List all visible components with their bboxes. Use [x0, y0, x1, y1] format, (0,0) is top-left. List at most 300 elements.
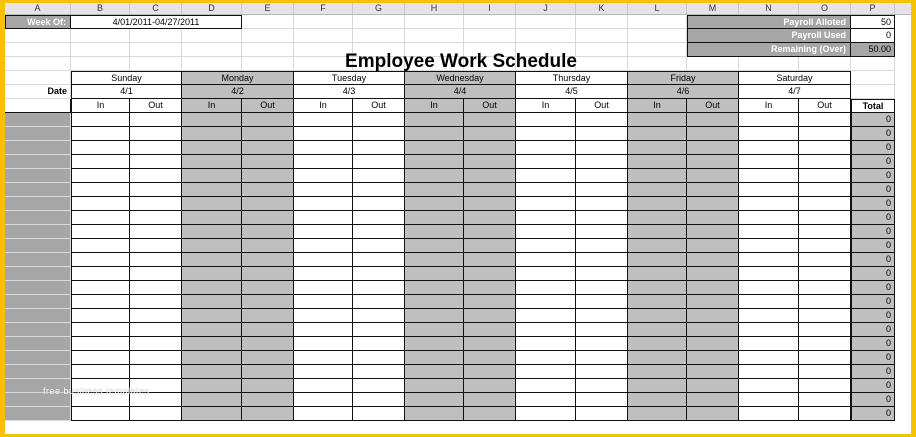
in-time-cell[interactable]	[182, 239, 242, 253]
employee-name-cell[interactable]	[5, 267, 71, 281]
out-time-cell[interactable]	[353, 365, 405, 379]
in-time-cell[interactable]	[294, 127, 353, 141]
in-time-cell[interactable]	[628, 295, 687, 309]
in-time-cell[interactable]	[294, 113, 353, 127]
in-time-cell[interactable]	[71, 351, 130, 365]
employee-name-cell[interactable]	[5, 337, 71, 351]
in-time-cell[interactable]	[516, 267, 576, 281]
in-time-cell[interactable]	[739, 183, 799, 197]
out-time-cell[interactable]	[353, 211, 405, 225]
out-time-cell[interactable]	[576, 323, 628, 337]
out-time-cell[interactable]	[687, 127, 739, 141]
in-time-cell[interactable]	[71, 267, 130, 281]
row-total[interactable]: 0	[851, 295, 895, 309]
out-time-cell[interactable]	[799, 211, 851, 225]
in-time-cell[interactable]	[739, 169, 799, 183]
out-time-cell[interactable]	[576, 309, 628, 323]
in-time-cell[interactable]	[71, 225, 130, 239]
out-time-cell[interactable]	[130, 351, 182, 365]
out-time-cell[interactable]	[687, 267, 739, 281]
out-time-cell[interactable]	[687, 169, 739, 183]
in-time-cell[interactable]	[405, 379, 464, 393]
in-time-cell[interactable]	[294, 309, 353, 323]
out-time-cell[interactable]	[242, 337, 294, 351]
employee-name-cell[interactable]	[5, 407, 71, 421]
in-time-cell[interactable]	[516, 295, 576, 309]
out-time-cell[interactable]	[464, 113, 516, 127]
in-time-cell[interactable]	[739, 337, 799, 351]
out-time-cell[interactable]	[242, 393, 294, 407]
out-time-cell[interactable]	[464, 239, 516, 253]
out-time-cell[interactable]	[799, 225, 851, 239]
in-header[interactable]: In	[182, 99, 242, 113]
out-time-cell[interactable]	[576, 113, 628, 127]
row-total[interactable]: 0	[851, 253, 895, 267]
empty-cell[interactable]	[5, 29, 71, 43]
in-time-cell[interactable]	[182, 365, 242, 379]
out-time-cell[interactable]	[576, 253, 628, 267]
out-time-cell[interactable]	[464, 323, 516, 337]
remaining-label[interactable]: Remaining (Over)	[687, 43, 851, 57]
in-time-cell[interactable]	[294, 141, 353, 155]
out-time-cell[interactable]	[799, 267, 851, 281]
out-time-cell[interactable]	[799, 239, 851, 253]
out-time-cell[interactable]	[799, 379, 851, 393]
in-time-cell[interactable]	[516, 351, 576, 365]
in-time-cell[interactable]	[294, 365, 353, 379]
row-total[interactable]: 0	[851, 113, 895, 127]
out-time-cell[interactable]	[799, 113, 851, 127]
empty-cell[interactable]	[242, 15, 294, 29]
out-time-cell[interactable]	[130, 197, 182, 211]
in-time-cell[interactable]	[182, 169, 242, 183]
in-time-cell[interactable]	[739, 127, 799, 141]
in-time-cell[interactable]	[405, 155, 464, 169]
out-time-cell[interactable]	[242, 155, 294, 169]
out-time-cell[interactable]	[464, 309, 516, 323]
column-letter-f[interactable]: F	[294, 3, 353, 14]
in-header[interactable]: In	[71, 99, 130, 113]
day-name[interactable]: Sunday	[71, 71, 182, 85]
in-time-cell[interactable]	[182, 197, 242, 211]
row-total[interactable]: 0	[851, 393, 895, 407]
in-time-cell[interactable]	[294, 211, 353, 225]
row-total[interactable]: 0	[851, 239, 895, 253]
in-time-cell[interactable]	[628, 155, 687, 169]
in-time-cell[interactable]	[516, 197, 576, 211]
total-header[interactable]: Total	[851, 99, 895, 113]
column-letter-j[interactable]: J	[516, 3, 576, 14]
empty-cell[interactable]	[628, 15, 687, 29]
in-time-cell[interactable]	[739, 253, 799, 267]
in-time-cell[interactable]	[294, 225, 353, 239]
empty-cell[interactable]	[353, 15, 405, 29]
in-time-cell[interactable]	[739, 323, 799, 337]
out-time-cell[interactable]	[242, 127, 294, 141]
in-time-cell[interactable]	[405, 169, 464, 183]
out-time-cell[interactable]	[130, 267, 182, 281]
out-time-cell[interactable]	[464, 169, 516, 183]
out-time-cell[interactable]	[687, 337, 739, 351]
in-time-cell[interactable]	[739, 393, 799, 407]
out-time-cell[interactable]	[464, 183, 516, 197]
day-date[interactable]: 4/4	[405, 85, 516, 99]
in-time-cell[interactable]	[182, 141, 242, 155]
in-time-cell[interactable]	[516, 183, 576, 197]
employee-name-cell[interactable]	[5, 211, 71, 225]
in-header[interactable]: In	[628, 99, 687, 113]
employee-name-cell[interactable]	[5, 309, 71, 323]
out-time-cell[interactable]	[130, 225, 182, 239]
out-time-cell[interactable]	[242, 197, 294, 211]
out-time-cell[interactable]	[242, 379, 294, 393]
out-time-cell[interactable]	[799, 365, 851, 379]
in-time-cell[interactable]	[516, 127, 576, 141]
out-time-cell[interactable]	[464, 155, 516, 169]
out-time-cell[interactable]	[687, 141, 739, 155]
row-total[interactable]: 0	[851, 267, 895, 281]
out-time-cell[interactable]	[576, 295, 628, 309]
in-time-cell[interactable]	[628, 253, 687, 267]
in-time-cell[interactable]	[739, 281, 799, 295]
in-time-cell[interactable]	[182, 211, 242, 225]
day-name[interactable]: Monday	[182, 71, 294, 85]
empty-cell[interactable]	[576, 29, 628, 43]
row-total[interactable]: 0	[851, 197, 895, 211]
out-time-cell[interactable]	[799, 127, 851, 141]
row-total[interactable]: 0	[851, 337, 895, 351]
out-time-cell[interactable]	[353, 127, 405, 141]
in-time-cell[interactable]	[71, 281, 130, 295]
in-time-cell[interactable]	[71, 253, 130, 267]
in-time-cell[interactable]	[182, 113, 242, 127]
in-time-cell[interactable]	[294, 253, 353, 267]
out-time-cell[interactable]	[242, 267, 294, 281]
row-total[interactable]: 0	[851, 379, 895, 393]
out-time-cell[interactable]	[242, 183, 294, 197]
in-time-cell[interactable]	[405, 281, 464, 295]
out-time-cell[interactable]	[130, 183, 182, 197]
in-time-cell[interactable]	[516, 281, 576, 295]
out-time-cell[interactable]	[242, 295, 294, 309]
in-time-cell[interactable]	[516, 211, 576, 225]
out-time-cell[interactable]	[130, 365, 182, 379]
out-time-cell[interactable]	[576, 351, 628, 365]
in-time-cell[interactable]	[405, 323, 464, 337]
out-time-cell[interactable]	[353, 197, 405, 211]
column-letter-k[interactable]: K	[576, 3, 628, 14]
empty-cell[interactable]	[405, 29, 464, 43]
week-of-label[interactable]: Week Of:	[5, 15, 71, 29]
day-name[interactable]: Friday	[628, 71, 739, 85]
day-date[interactable]: 4/2	[182, 85, 294, 99]
in-time-cell[interactable]	[628, 393, 687, 407]
in-time-cell[interactable]	[71, 155, 130, 169]
column-letter-h[interactable]: H	[405, 3, 464, 14]
in-time-cell[interactable]	[182, 281, 242, 295]
in-time-cell[interactable]	[405, 351, 464, 365]
in-time-cell[interactable]	[405, 183, 464, 197]
in-time-cell[interactable]	[182, 267, 242, 281]
column-letter-p[interactable]: P	[851, 3, 895, 14]
in-time-cell[interactable]	[405, 295, 464, 309]
in-time-cell[interactable]	[628, 183, 687, 197]
out-time-cell[interactable]	[687, 211, 739, 225]
in-time-cell[interactable]	[739, 295, 799, 309]
out-time-cell[interactable]	[687, 281, 739, 295]
employee-name-cell[interactable]	[5, 127, 71, 141]
payroll-allotted-label[interactable]: Payroll Alloted	[687, 15, 851, 29]
in-time-cell[interactable]	[71, 183, 130, 197]
out-time-cell[interactable]	[576, 281, 628, 295]
in-time-cell[interactable]	[628, 281, 687, 295]
out-time-cell[interactable]	[130, 127, 182, 141]
in-time-cell[interactable]	[71, 127, 130, 141]
out-time-cell[interactable]	[242, 281, 294, 295]
out-time-cell[interactable]	[464, 379, 516, 393]
employee-name-cell[interactable]	[5, 239, 71, 253]
column-letter-n[interactable]: N	[739, 3, 799, 14]
row-total[interactable]: 0	[851, 225, 895, 239]
in-time-cell[interactable]	[71, 337, 130, 351]
out-time-cell[interactable]	[353, 169, 405, 183]
in-time-cell[interactable]	[739, 197, 799, 211]
in-time-cell[interactable]	[516, 323, 576, 337]
in-time-cell[interactable]	[739, 267, 799, 281]
out-time-cell[interactable]	[799, 169, 851, 183]
out-time-cell[interactable]	[353, 379, 405, 393]
out-time-cell[interactable]	[130, 113, 182, 127]
in-time-cell[interactable]	[182, 127, 242, 141]
in-time-cell[interactable]	[182, 337, 242, 351]
out-time-cell[interactable]	[130, 407, 182, 421]
out-time-cell[interactable]	[687, 309, 739, 323]
out-time-cell[interactable]	[576, 267, 628, 281]
column-letter-m[interactable]: M	[687, 3, 739, 14]
empty-cell[interactable]	[851, 57, 895, 71]
out-header[interactable]: Out	[799, 99, 851, 113]
out-time-cell[interactable]	[353, 351, 405, 365]
in-time-cell[interactable]	[739, 351, 799, 365]
in-time-cell[interactable]	[182, 379, 242, 393]
out-time-cell[interactable]	[464, 295, 516, 309]
out-time-cell[interactable]	[130, 323, 182, 337]
in-time-cell[interactable]	[294, 239, 353, 253]
in-time-cell[interactable]	[405, 309, 464, 323]
in-time-cell[interactable]	[628, 225, 687, 239]
out-time-cell[interactable]	[799, 309, 851, 323]
employee-name-cell[interactable]	[5, 365, 71, 379]
out-time-cell[interactable]	[353, 309, 405, 323]
out-time-cell[interactable]	[130, 155, 182, 169]
empty-cell[interactable]	[5, 43, 71, 57]
out-time-cell[interactable]	[130, 253, 182, 267]
employee-name-cell[interactable]	[5, 351, 71, 365]
in-time-cell[interactable]	[294, 379, 353, 393]
empty-cell[interactable]	[182, 29, 242, 43]
in-time-cell[interactable]	[71, 295, 130, 309]
out-time-cell[interactable]	[130, 337, 182, 351]
out-time-cell[interactable]	[353, 295, 405, 309]
out-time-cell[interactable]	[687, 197, 739, 211]
in-time-cell[interactable]	[71, 407, 130, 421]
out-time-cell[interactable]	[464, 127, 516, 141]
in-time-cell[interactable]	[405, 211, 464, 225]
out-time-cell[interactable]	[242, 141, 294, 155]
in-time-cell[interactable]	[405, 393, 464, 407]
in-time-cell[interactable]	[516, 113, 576, 127]
in-time-cell[interactable]	[71, 309, 130, 323]
out-time-cell[interactable]	[576, 407, 628, 421]
out-time-cell[interactable]	[687, 393, 739, 407]
out-time-cell[interactable]	[464, 351, 516, 365]
in-header[interactable]: In	[739, 99, 799, 113]
in-time-cell[interactable]	[294, 337, 353, 351]
out-time-cell[interactable]	[353, 253, 405, 267]
week-of-value[interactable]: 4/01/2011-04/27/2011	[71, 15, 242, 29]
employee-name-cell[interactable]	[5, 197, 71, 211]
empty-cell[interactable]	[464, 15, 516, 29]
out-time-cell[interactable]	[687, 239, 739, 253]
empty-cell[interactable]	[294, 15, 353, 29]
in-time-cell[interactable]	[739, 113, 799, 127]
day-name[interactable]: Saturday	[739, 71, 851, 85]
row-total[interactable]: 0	[851, 281, 895, 295]
empty-cell[interactable]	[5, 57, 71, 71]
payroll-used-label[interactable]: Payroll Used	[687, 29, 851, 43]
out-time-cell[interactable]	[799, 155, 851, 169]
in-time-cell[interactable]	[739, 379, 799, 393]
in-time-cell[interactable]	[516, 141, 576, 155]
in-time-cell[interactable]	[516, 365, 576, 379]
day-name[interactable]: Thursday	[516, 71, 628, 85]
empty-cell[interactable]	[353, 29, 405, 43]
row-total[interactable]: 0	[851, 365, 895, 379]
in-time-cell[interactable]	[628, 113, 687, 127]
out-time-cell[interactable]	[353, 407, 405, 421]
out-header[interactable]: Out	[242, 99, 294, 113]
out-time-cell[interactable]	[130, 309, 182, 323]
day-date[interactable]: 4/7	[739, 85, 851, 99]
in-time-cell[interactable]	[71, 365, 130, 379]
out-time-cell[interactable]	[799, 407, 851, 421]
employee-name-cell[interactable]	[5, 225, 71, 239]
row-total[interactable]: 0	[851, 309, 895, 323]
out-time-cell[interactable]	[687, 113, 739, 127]
in-time-cell[interactable]	[294, 155, 353, 169]
out-time-cell[interactable]	[242, 323, 294, 337]
out-time-cell[interactable]	[464, 211, 516, 225]
in-time-cell[interactable]	[516, 309, 576, 323]
out-time-cell[interactable]	[464, 365, 516, 379]
out-time-cell[interactable]	[687, 155, 739, 169]
in-time-cell[interactable]	[182, 295, 242, 309]
out-time-cell[interactable]	[687, 365, 739, 379]
out-time-cell[interactable]	[464, 141, 516, 155]
out-time-cell[interactable]	[242, 407, 294, 421]
in-time-cell[interactable]	[628, 379, 687, 393]
out-time-cell[interactable]	[576, 365, 628, 379]
out-time-cell[interactable]	[353, 113, 405, 127]
day-date[interactable]: 4/6	[628, 85, 739, 99]
in-time-cell[interactable]	[628, 309, 687, 323]
empty-cell[interactable]	[851, 85, 895, 99]
day-date[interactable]: 4/3	[294, 85, 405, 99]
out-time-cell[interactable]	[353, 141, 405, 155]
column-letter-l[interactable]: L	[628, 3, 687, 14]
in-time-cell[interactable]	[182, 253, 242, 267]
out-time-cell[interactable]	[242, 351, 294, 365]
out-time-cell[interactable]	[799, 323, 851, 337]
employee-name-cell[interactable]	[5, 141, 71, 155]
payroll-used-value[interactable]: 0	[851, 29, 895, 43]
in-time-cell[interactable]	[739, 141, 799, 155]
in-time-cell[interactable]	[182, 351, 242, 365]
out-time-cell[interactable]	[353, 337, 405, 351]
in-time-cell[interactable]	[628, 323, 687, 337]
in-time-cell[interactable]	[182, 155, 242, 169]
out-time-cell[interactable]	[242, 309, 294, 323]
in-time-cell[interactable]	[739, 239, 799, 253]
in-time-cell[interactable]	[516, 155, 576, 169]
in-time-cell[interactable]	[628, 127, 687, 141]
out-time-cell[interactable]	[353, 281, 405, 295]
in-time-cell[interactable]	[71, 323, 130, 337]
out-time-cell[interactable]	[687, 183, 739, 197]
out-time-cell[interactable]	[353, 323, 405, 337]
in-time-cell[interactable]	[405, 127, 464, 141]
in-time-cell[interactable]	[628, 169, 687, 183]
out-time-cell[interactable]	[130, 281, 182, 295]
out-time-cell[interactable]	[687, 295, 739, 309]
empty-cell[interactable]	[71, 29, 130, 43]
out-time-cell[interactable]	[687, 323, 739, 337]
out-time-cell[interactable]	[576, 225, 628, 239]
column-letter-g[interactable]: G	[353, 3, 405, 14]
employee-name-cell[interactable]	[5, 253, 71, 267]
in-time-cell[interactable]	[739, 309, 799, 323]
out-time-cell[interactable]	[242, 253, 294, 267]
empty-cell[interactable]	[516, 15, 576, 29]
in-time-cell[interactable]	[739, 211, 799, 225]
out-time-cell[interactable]	[799, 337, 851, 351]
out-time-cell[interactable]	[576, 379, 628, 393]
in-time-cell[interactable]	[628, 365, 687, 379]
empty-cell[interactable]	[851, 71, 895, 85]
out-time-cell[interactable]	[464, 253, 516, 267]
in-time-cell[interactable]	[516, 337, 576, 351]
employee-name-cell[interactable]	[5, 295, 71, 309]
in-time-cell[interactable]	[516, 239, 576, 253]
in-time-cell[interactable]	[182, 393, 242, 407]
in-time-cell[interactable]	[628, 267, 687, 281]
out-time-cell[interactable]	[464, 225, 516, 239]
in-time-cell[interactable]	[294, 351, 353, 365]
in-time-cell[interactable]	[71, 113, 130, 127]
in-time-cell[interactable]	[405, 225, 464, 239]
in-time-cell[interactable]	[628, 211, 687, 225]
out-header[interactable]: Out	[130, 99, 182, 113]
out-time-cell[interactable]	[242, 365, 294, 379]
employee-name-cell[interactable]	[5, 155, 71, 169]
out-time-cell[interactable]	[130, 239, 182, 253]
in-time-cell[interactable]	[294, 323, 353, 337]
in-time-cell[interactable]	[516, 379, 576, 393]
in-time-cell[interactable]	[405, 141, 464, 155]
in-header[interactable]: In	[294, 99, 353, 113]
in-time-cell[interactable]	[405, 253, 464, 267]
in-time-cell[interactable]	[182, 407, 242, 421]
